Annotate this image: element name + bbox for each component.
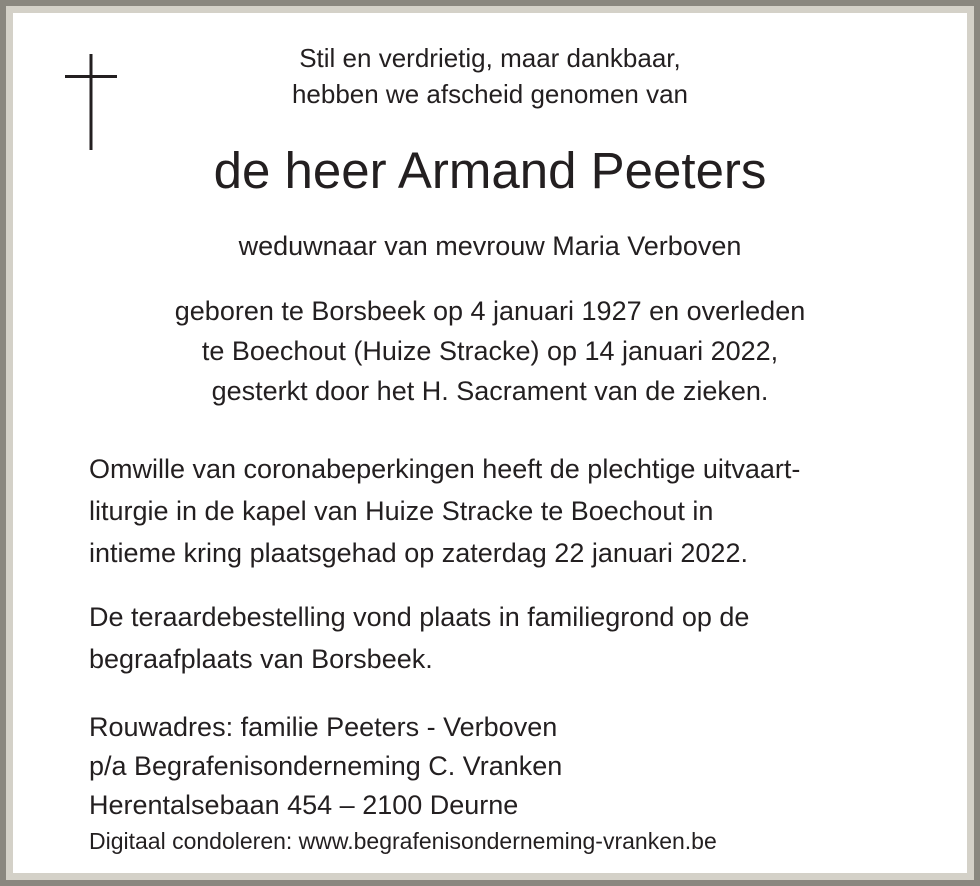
burial-line: De teraardebestelling vond plaats in familiegrond op de <box>89 602 750 632</box>
birth-death-line: geboren te Borsbeek op 4 januari 1927 en overleden <box>174 296 806 326</box>
address-line: p/a Begrafenisonderneming C. Vranken <box>89 751 563 781</box>
intro-text <box>13 40 967 112</box>
funeral-paragraph <box>89 448 800 574</box>
funeral-line: Omwille van coronabeperkingen heeft de plechtige uitvaart- <box>89 454 801 484</box>
notice-card <box>6 6 974 880</box>
intro-line: Stil en verdrietig, maar dankbaar, <box>299 43 681 73</box>
funeral-line: liturgie in de kapel van Huize Stracke te Boechout in <box>89 496 714 526</box>
address-block <box>89 708 717 857</box>
condolence-website: Digitaal condoleren: www.begrafenisonderneming-vranken.be <box>89 828 717 854</box>
burial-paragraph <box>89 596 749 680</box>
deceased-name: de heer Armand Peeters <box>213 142 767 199</box>
birth-death-line: te Boechout (Huize Stracke) op 14 januari 2022, <box>201 336 779 366</box>
funeral-line: intieme kring plaatsgehad op zaterdag 22 januari 2022. <box>89 538 748 568</box>
address-line: Herentalsebaan 454 – 2100 Deurne <box>89 790 519 820</box>
birth-death-text <box>13 291 967 411</box>
address-line: Rouwadres: familie Peeters - Verboven <box>89 712 558 742</box>
intro-line: hebben we afscheid genomen van <box>291 79 689 109</box>
burial-line: begraafplaats van Borsbeek. <box>89 644 433 674</box>
birth-death-line: gesterkt door het H. Sacrament van de zieken. <box>211 376 769 406</box>
widow-of-text: weduwnaar van mevrouw Maria Verboven <box>238 231 742 261</box>
